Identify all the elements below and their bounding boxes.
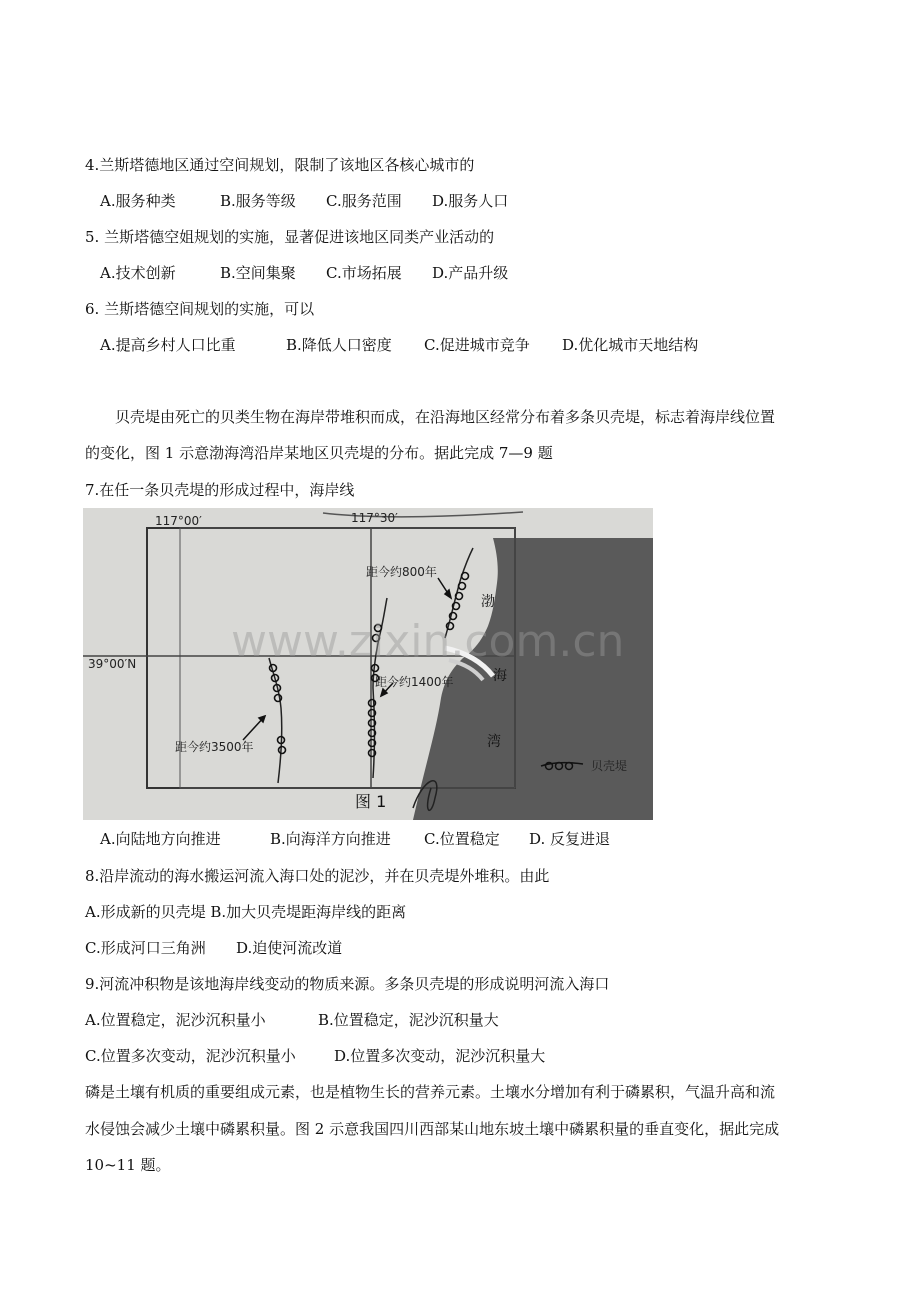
q6-option-d: D.优化城市天地结构 bbox=[562, 336, 699, 354]
q9-option-a: A.位置稳定，泥沙沉积量小 bbox=[85, 1011, 266, 1029]
intro-shell-line-1: 贝壳堤由死亡的贝类生物在海岸带堆积而成，在沿海地区经常分布着多条贝壳堤，标志着海岸线位置 bbox=[115, 408, 776, 426]
q9-option-d: D.位置多次变动，泥沙沉积量大 bbox=[334, 1047, 546, 1065]
intro-phosphorus-line-2: 水侵蚀会减少土壤中磷累积量。图 2 示意我国四川西部某山地东坡土壤中磷累积量的垂直变化，据此完成 bbox=[85, 1120, 780, 1138]
q7-option-c: C.位置稳定 bbox=[424, 830, 500, 848]
question-6-stem: 6. 兰斯塔德空间规划的实施，可以 bbox=[85, 300, 315, 318]
ridge-label-3500: 距今约3500年 bbox=[175, 740, 254, 754]
watermark: www.zixin.com.cn bbox=[231, 616, 625, 667]
figure-1-map bbox=[83, 508, 653, 820]
q4-option-a: A.服务种类 bbox=[100, 192, 176, 210]
q5-option-b: B.空间集聚 bbox=[220, 264, 296, 282]
lat-label: 39°00′N bbox=[88, 657, 137, 671]
q5-option-c: C.市场拓展 bbox=[326, 264, 402, 282]
q5-option-d: D.产品升级 bbox=[432, 264, 509, 282]
q6-option-c: C.促进城市竞争 bbox=[424, 336, 530, 354]
sea-char-1: 渤 bbox=[481, 594, 495, 610]
figure-caption: 图 1 bbox=[355, 792, 387, 811]
q9-option-b: B.位置稳定，泥沙沉积量大 bbox=[318, 1011, 499, 1029]
q6-option-b: B.降低人口密度 bbox=[286, 336, 392, 354]
q4-option-b: B.服务等级 bbox=[220, 192, 296, 210]
q8-options-line-1: A.形成新的贝壳堤 B.加大贝壳堤距海岸线的距离 bbox=[85, 903, 407, 921]
legend-label: 贝壳堤 bbox=[591, 759, 628, 773]
ridge-label-1400: 距今约1400年 bbox=[375, 675, 454, 689]
intro-shell-line-2: 的变化，图 1 示意渤海湾沿岸某地区贝壳堤的分布。据此完成 7—9 题 bbox=[85, 444, 553, 462]
q7-option-d: D. 反复进退 bbox=[529, 830, 611, 848]
q7-option-a: A.向陆地方向推进 bbox=[100, 830, 221, 848]
question-8-stem: 8.沿岸流动的海水搬运河流入海口处的泥沙，并在贝壳堤外堆积。由此 bbox=[85, 867, 550, 885]
lon-label-right: 117°30′ bbox=[351, 511, 398, 525]
q5-option-a: A.技术创新 bbox=[100, 264, 176, 282]
question-9-stem: 9.河流冲积物是该地海岸线变动的物质来源。多条贝壳堤的形成说明河流入海口 bbox=[85, 975, 610, 993]
q6-option-a: A.提高乡村人口比重 bbox=[100, 336, 236, 354]
sea-char-3: 湾 bbox=[487, 734, 501, 750]
q8-option-d: D.迫使河流改道 bbox=[236, 939, 343, 957]
question-5-stem: 5. 兰斯塔德空姐规划的实施，显著促进该地区同类产业活动的 bbox=[85, 228, 495, 246]
lon-label-left: 117°00′ bbox=[155, 514, 202, 528]
question-7-stem: 7.在任一条贝壳堤的形成过程中，海岸线 bbox=[85, 481, 355, 499]
q4-option-c: C.服务范围 bbox=[326, 192, 402, 210]
q8-option-c: C.形成河口三角洲 bbox=[85, 939, 206, 957]
question-4-stem: 4.兰斯塔德地区通过空间规划，限制了该地区各核心城市的 bbox=[85, 156, 475, 174]
q7-option-b: B.向海洋方向推进 bbox=[270, 830, 391, 848]
q9-option-c: C.位置多次变动，泥沙沉积量小 bbox=[85, 1047, 296, 1065]
ridge-label-800: 距今约800年 bbox=[366, 565, 437, 579]
intro-phosphorus-line-3: 10~11 题。 bbox=[85, 1156, 171, 1174]
q4-option-d: D.服务人口 bbox=[432, 192, 509, 210]
sea-char-2: 海 bbox=[493, 668, 507, 684]
intro-phosphorus-line-1: 磷是土壤有机质的重要组成元素，也是植物生长的营养元素。土壤水分增加有利于磷累积，气温升高和流 bbox=[85, 1083, 776, 1101]
